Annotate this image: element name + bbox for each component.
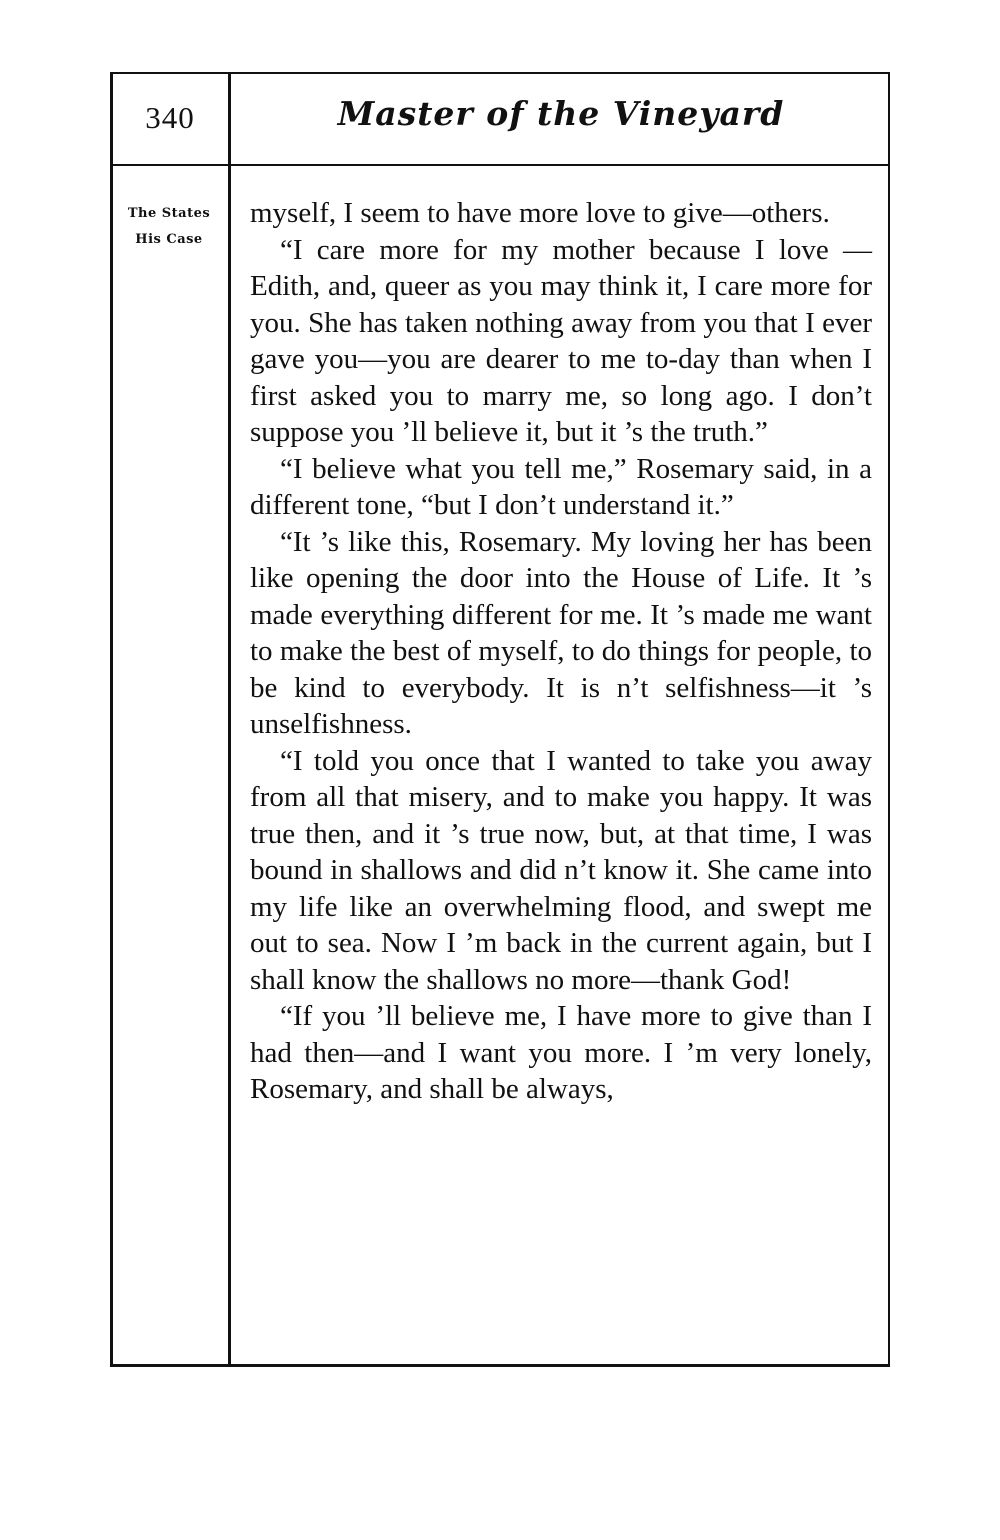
paragraph-6: “If you ’ll believe me, I have more to give than I had then—and I want you more. I ’m very lonely, Rosemary, and shall be always, [250, 1000, 872, 1105]
paragraph-4: “It ’s like this, Rosemary. My loving her has been like opening the door into the House of Life. It ’s made everything different for me. It ’s made me want to make the best of myself, to do things for people, to be kind to everybody. It is n’t selfishness—it ’s unselfishness. [250, 525, 872, 740]
running-title: Master of the Vineyard [337, 94, 785, 133]
side-note-line-2: His Case [135, 232, 203, 247]
side-note-line-1: The States [127, 206, 211, 221]
page-number: 340 [145, 100, 195, 135]
paragraph-5: “I told you once that I wanted to take you away from all that misery, and to make you happy. It was true then, and it ’s true now, but, at that time, I was bound in shallows and did n’t know it. She came into my life like an overwhelming flood, and swept me out to sea. Now I ’m back in the current again, but I shall know the shallows no more—thank God! [250, 744, 872, 996]
margin-column-rule [228, 72, 231, 1367]
paragraph-3: “I believe what you tell me,” Rosemary said, in a different tone, “but I don’t understand it.” [250, 452, 872, 521]
body-text [250, 195, 872, 1108]
header-rule [110, 164, 890, 166]
margin-side-note [114, 201, 224, 253]
paragraph-1: myself, I seem to have more love to give—others. [250, 197, 830, 229]
paragraph-2: “I care more for my mother because I love —Edith, and, queer as you may think it, I care more for you. She has taken nothing away from you that I ever gave you—you are dearer to me to-day than when I first asked you to marry me, so long ago. I don’t suppose you ’ll believe it, but it ’s the truth.” [250, 233, 872, 448]
